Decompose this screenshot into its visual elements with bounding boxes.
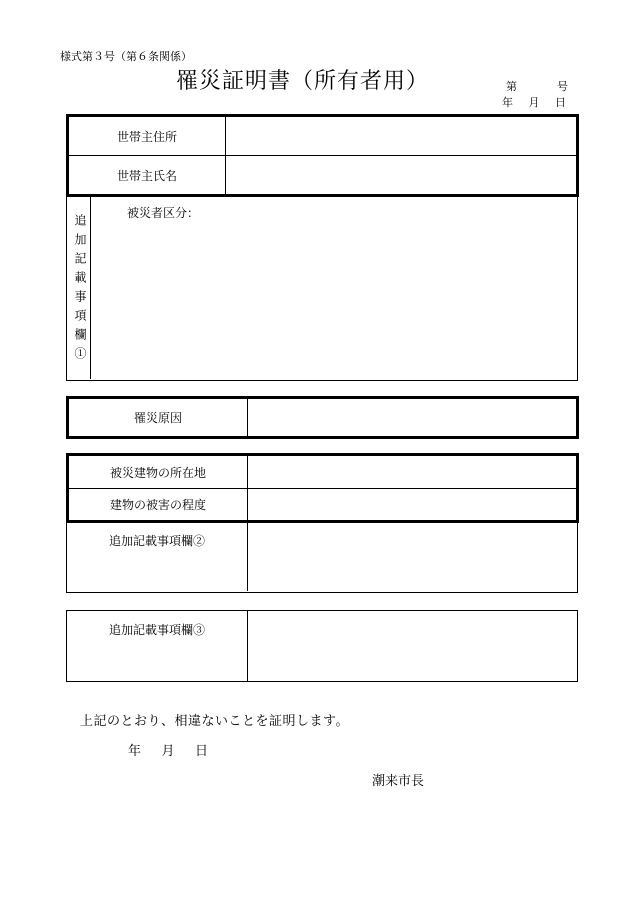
- additional-items-1-divider: [90, 196, 91, 379]
- issue-date: [502, 94, 566, 110]
- cert-day-label: 日: [194, 744, 208, 759]
- additional-items-2-divider: [247, 522, 248, 591]
- additional-items-3-field[interactable]: [249, 613, 575, 679]
- additional-items-2-label: 追加記載事項欄②: [108, 534, 205, 548]
- issue-day-label: 日: [555, 96, 566, 109]
- cert-no-suffix: 号: [557, 80, 568, 93]
- building-damage-label: 建物の被害の程度: [109, 498, 206, 512]
- form-number: 様式第３号（第６条関係）: [60, 50, 192, 63]
- household-address-label: 世帯主住所: [116, 129, 177, 144]
- issue-year-label: 年: [502, 96, 513, 109]
- building-location-label: 被災建物の所在地: [109, 465, 206, 480]
- building-table: [66, 453, 579, 523]
- certification-statement: 上記のとおり、相違ないことを証明します。: [80, 714, 349, 729]
- disaster-cause-table: [66, 396, 579, 439]
- issuer-name: 潮来市長: [372, 774, 425, 789]
- cert-year-label: 年: [128, 744, 142, 759]
- cert-month-label: 月: [161, 744, 175, 759]
- additional-items-3-divider: [247, 611, 248, 681]
- cert-no-prefix: 第: [506, 80, 517, 93]
- household-table: [66, 114, 579, 197]
- household-address-field[interactable]: [226, 117, 576, 155]
- document-title: 罹災証明書（所有者用）: [176, 69, 430, 94]
- additional-items-2-field[interactable]: [249, 524, 575, 590]
- issue-month-label: 月: [528, 96, 540, 109]
- building-location-field[interactable]: [248, 456, 576, 488]
- disaster-cause-field[interactable]: [248, 399, 576, 436]
- additional-items-3-box: [66, 610, 578, 682]
- disaster-cause-label: 罹災原因: [133, 411, 182, 425]
- additional-items-1-field[interactable]: [92, 222, 576, 377]
- certificate-number: [506, 78, 568, 94]
- additional-items-1-box: [66, 196, 578, 381]
- household-name-field[interactable]: [226, 156, 576, 194]
- additional-items-2-box: [66, 522, 578, 593]
- building-damage-field[interactable]: [248, 489, 576, 520]
- additional-items-1-side-label: 追加記載事項欄①: [73, 214, 87, 366]
- victim-category-label: 被災者区分：: [127, 206, 200, 220]
- certification-date: [128, 740, 208, 759]
- household-name-label: 世帯主氏名: [116, 168, 177, 183]
- additional-items-3-label: 追加記載事項欄③: [108, 623, 205, 637]
